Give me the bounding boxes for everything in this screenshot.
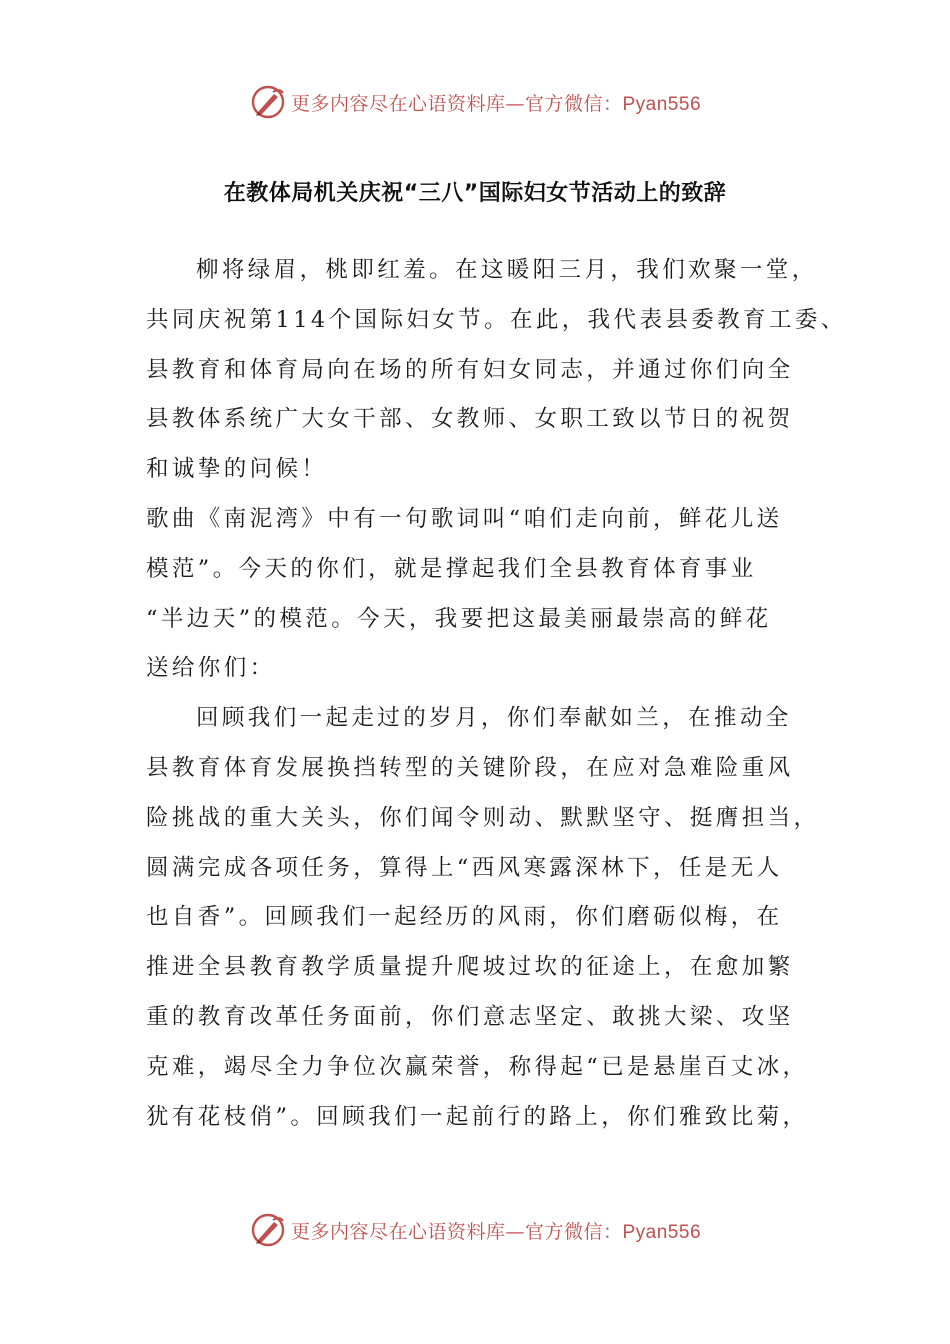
- banner-wechat-id: Pyan556: [622, 93, 702, 115]
- document-body: [146, 246, 846, 1142]
- banner-site-name: 更多内容尽在心语资料库: [290, 1220, 506, 1243]
- text-line: 县教育体育发展换挡转型的关键阶段，在应对急难险重风: [146, 754, 794, 781]
- pen-logo-icon: [249, 1211, 287, 1249]
- text-line: 县教体系统广大女干部、女教师、女职工致以节日的祝贺: [146, 406, 794, 433]
- text-line: 模范”。今天的你们，就是撑起我们全县教育体育事业: [146, 555, 757, 582]
- text-line: 克难，竭尽全力争位次赢荣誉，称得起“已是悬崖百丈冰，: [146, 1053, 809, 1080]
- banner-site-name: 更多内容尽在心语资料库: [290, 92, 506, 115]
- document-title: 在教体局机关庆祝“三八”国际妇女节活动上的致辞: [223, 181, 727, 206]
- text-line: 重的教育改革任务面前，你们意志坚定、敢挑大梁、攻坚: [146, 1003, 794, 1030]
- banner-text: [291, 89, 701, 116]
- text-line: 回顾我们一起走过的岁月，你们奉献如兰，在推动全: [196, 705, 792, 732]
- banner-wechat-id: Pyan556: [622, 1221, 702, 1243]
- banner-label: 官方微信：: [524, 1220, 623, 1243]
- banner-text: [291, 1217, 701, 1244]
- text-line: “半边天”的模范。今天，我要把这最美丽最崇高的鲜花: [146, 605, 772, 632]
- text-line: 推进全县教育教学质量提升爬坡过坎的征途上，在愈加繁: [146, 954, 794, 981]
- banner-dash: —: [505, 92, 525, 115]
- banner-label: 官方微信：: [524, 92, 623, 115]
- text-line: 险挑战的重大关头，你们闻令则动、默默坚守、挺膺担当，: [146, 804, 820, 831]
- text-line: 送给你们：: [146, 655, 276, 682]
- text-line: 共同庆祝第114个国际妇女节。在此，我代表县委教育工委、: [146, 306, 847, 333]
- footer-banner: [0, 1210, 950, 1250]
- text-line: 圆满完成各项任务，算得上“西风寒露深林下，任是无人: [146, 854, 783, 881]
- header-banner: [0, 82, 950, 122]
- pen-logo-icon: [249, 83, 287, 121]
- text-line: 和诚挚的问候！: [146, 456, 328, 483]
- text-line: 县教育和体育局向在场的所有妇女同志，并通过你们向全: [146, 356, 794, 383]
- banner-dash: —: [505, 1220, 525, 1243]
- text-line: 也自香”。回顾我们一起经历的风雨，你们磨砺似梅，在: [146, 904, 783, 931]
- text-line: 柳将绿眉，桃即红羞。在这暖阳三月，我们欢聚一堂，: [196, 257, 818, 283]
- text-line: 歌曲《南泥湾》中有一句歌词叫“咱们走向前，鲜花儿送: [146, 505, 783, 532]
- text-line: 犹有花枝俏”。回顾我们一起前行的路上，你们雅致比菊，: [146, 1103, 809, 1130]
